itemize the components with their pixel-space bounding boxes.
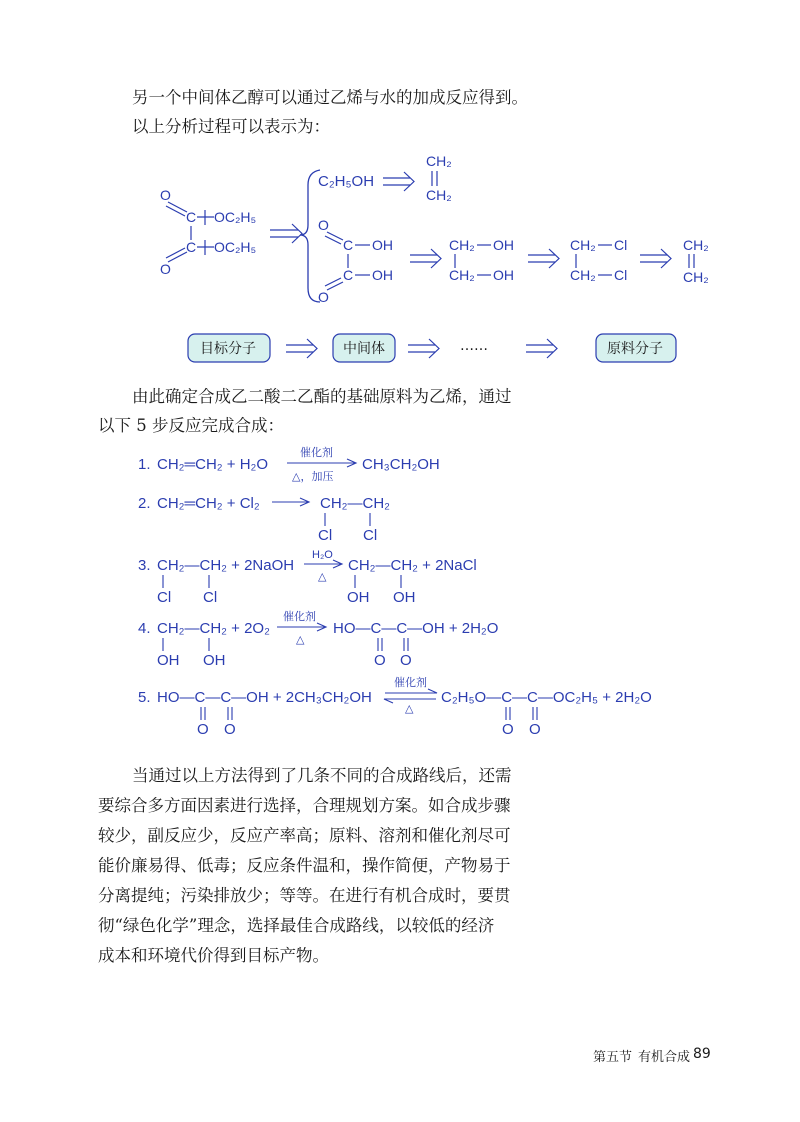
svg-text:CH₂: CH₂: [570, 237, 596, 253]
svg-text:OH: OH: [347, 589, 370, 606]
svg-text:CH₂: CH₂: [426, 153, 452, 169]
retro-arrow-1: [270, 224, 302, 243]
svg-text:Cl: Cl: [157, 589, 172, 606]
svg-text:OH: OH: [393, 589, 416, 606]
svg-text:OH: OH: [372, 267, 393, 283]
svg-text:C: C: [343, 237, 354, 253]
svg-text:Cl: Cl: [203, 589, 218, 606]
reaction-4: [138, 609, 498, 669]
svg-text:4.: 4.: [138, 620, 151, 637]
svg-text:CH₂: CH₂: [683, 269, 709, 285]
svg-text:催化剂: 催化剂: [394, 676, 427, 689]
para2-line-1: 当通过以上方法得到了几条不同的合成路线后，还需: [132, 766, 512, 785]
svg-text:CH₂—CH₂ + 2NaCl: CH₂—CH₂ + 2NaCl: [348, 557, 477, 574]
footer-title: 有机合成: [638, 1050, 691, 1065]
svg-text:O: O: [224, 721, 236, 738]
svg-text:1.: 1.: [138, 456, 151, 473]
para2-line-3: 较少，副反应少，反应产率高；原料、溶剂和催化剂尽可: [98, 826, 511, 845]
svg-text:HO—C—C—OH + 2H₂O: HO—C—C—OH + 2H₂O: [333, 620, 499, 637]
para2-line-6: 彻“绿色化学”理念，选择最佳合成路线，以较低的经济: [98, 916, 495, 935]
intro-line-2: 以上分析过程可以表示为：: [132, 117, 330, 136]
svg-text:CH₂—CH₂ + 2NaOH: CH₂—CH₂ + 2NaOH: [157, 557, 295, 574]
target-molecule: [160, 187, 256, 277]
para2-line-4: 能价廉易得、低毒；反应条件温和，操作简便，产物易于: [98, 856, 511, 875]
svg-text:中间体: 中间体: [343, 341, 385, 357]
svg-text:O: O: [502, 721, 514, 738]
svg-text:OH: OH: [203, 652, 226, 669]
svg-text:2.: 2.: [138, 495, 151, 512]
reaction-1: [138, 445, 440, 483]
para2-line-7: 成本和环境代价得到目标产物。: [98, 946, 329, 965]
reaction-5: [138, 675, 652, 738]
reaction-steps: [0, 440, 800, 740]
para2-line-2: 要综合多方面因素进行选择，合理规划方案。如合成步骤: [98, 796, 511, 815]
svg-text:O: O: [197, 721, 209, 738]
svg-text:O: O: [160, 187, 171, 203]
svg-text:△: △: [318, 570, 327, 583]
svg-text:OC₂H₅: OC₂H₅: [214, 209, 257, 225]
ethylene-glycol: [449, 237, 514, 283]
intro-line-1: 另一个中间体乙醇可以通过乙烯与水的加成反应得到。: [132, 88, 528, 107]
svg-text:OH: OH: [157, 652, 180, 669]
svg-text:△，加压: △，加压: [292, 470, 334, 483]
svg-text:CH₂: CH₂: [683, 237, 709, 253]
svg-text:CH₂═CH₂ + Cl₂: CH₂═CH₂ + Cl₂: [157, 495, 260, 512]
svg-text:CH₃CH₂OH: CH₃CH₂OH: [362, 456, 440, 473]
svg-text:催化剂: 催化剂: [283, 610, 316, 623]
svg-text:O: O: [374, 652, 386, 669]
svg-text:C: C: [186, 209, 197, 225]
box-target: [188, 334, 270, 362]
svg-text:HO—C—C—OH + 2CH₃CH₂OH: HO—C—C—OH + 2CH₃CH₂OH: [157, 689, 372, 706]
svg-text:原料分子: 原料分子: [607, 341, 663, 357]
svg-text:O: O: [529, 721, 541, 738]
para1-line-2: 以下 5 步反应完成合成：: [98, 416, 284, 435]
reaction-2: [138, 495, 390, 544]
svg-text:Cl: Cl: [614, 267, 628, 283]
box-intermediate: [333, 334, 395, 362]
svg-text:CH₂═CH₂ + H₂O: CH₂═CH₂ + H₂O: [157, 456, 269, 473]
svg-text:△: △: [296, 633, 305, 646]
para1-line-1: 由此确定合成乙二酸二乙酯的基础原料为乙烯，通过: [132, 387, 512, 406]
svg-text:目标分子: 目标分子: [200, 341, 256, 357]
svg-text:△: △: [405, 702, 414, 715]
svg-text:CH₂—CH₂ + 2O₂: CH₂—CH₂ + 2O₂: [157, 620, 270, 637]
footer-section: 第五节: [593, 1050, 633, 1065]
reaction-3: [138, 549, 477, 606]
brace: [300, 170, 320, 302]
svg-text:O: O: [400, 652, 412, 669]
svg-text:CH₂: CH₂: [449, 267, 475, 283]
svg-text:CH₂: CH₂: [449, 237, 475, 253]
svg-text:C₂H₅O—C—C—OC₂H₅ + 2H₂O: C₂H₅O—C—C—OC₂H₅ + 2H₂O: [441, 689, 652, 706]
svg-text:OH: OH: [372, 237, 393, 253]
svg-text:Cl: Cl: [318, 527, 333, 544]
svg-text:CH₂—CH₂: CH₂—CH₂: [320, 495, 390, 512]
svg-text:5.: 5.: [138, 689, 151, 706]
para2-line-5: 分离提纯；污染排放少；等等。在进行有机合成时，要贯: [98, 886, 511, 905]
svg-text:Cl: Cl: [363, 527, 378, 544]
svg-text:C₂H₅OH: C₂H₅OH: [318, 173, 375, 190]
box-raw: [596, 334, 676, 362]
svg-text:……: ……: [460, 338, 488, 354]
svg-text:C: C: [343, 267, 354, 283]
svg-text:3.: 3.: [138, 557, 151, 574]
svg-text:OH: OH: [493, 237, 514, 253]
svg-text:O: O: [318, 289, 329, 305]
oxalic-acid: [318, 217, 393, 305]
svg-text:OC₂H₅: OC₂H₅: [214, 239, 257, 255]
svg-text:Cl: Cl: [614, 237, 628, 253]
svg-text:C: C: [186, 239, 197, 255]
dichloroethane: [570, 237, 627, 283]
svg-text:CH₂: CH₂: [426, 187, 452, 203]
svg-text:H₂O: H₂O: [312, 549, 333, 561]
svg-text:OH: OH: [493, 267, 514, 283]
svg-text:CH₂: CH₂: [570, 267, 596, 283]
svg-text:催化剂: 催化剂: [300, 446, 333, 459]
svg-text:O: O: [160, 261, 171, 277]
retrosynthesis-scheme: [0, 0, 800, 380]
svg-text:O: O: [318, 217, 329, 233]
page-number: 89: [693, 1046, 711, 1062]
